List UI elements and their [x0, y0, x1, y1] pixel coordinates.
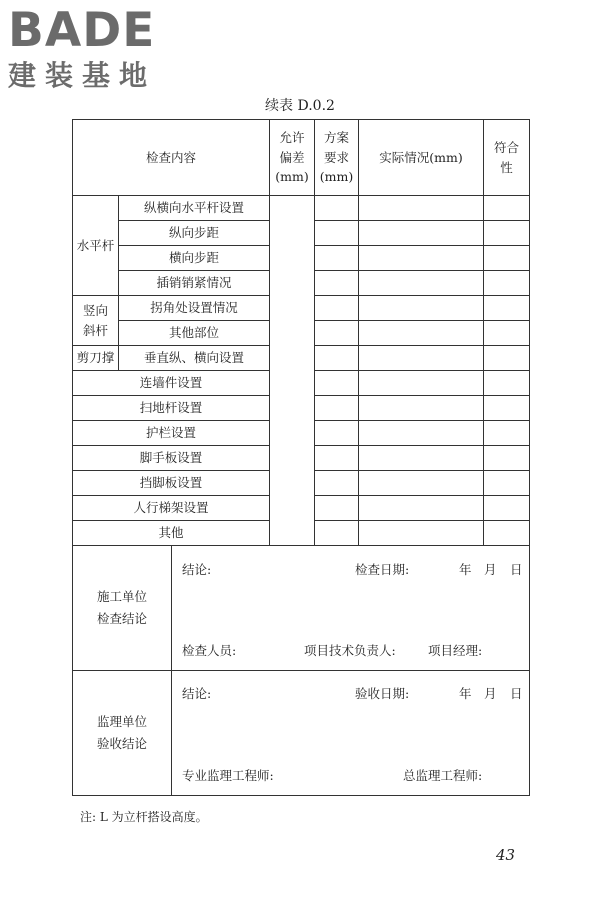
construction-year-label: 年: [459, 562, 472, 577]
item-row: 插销销紧情况: [119, 271, 270, 296]
construction-conclusion-label: 结论:: [182, 562, 212, 577]
actual-cell: [359, 496, 484, 521]
header-item: 检查内容: [73, 120, 270, 196]
design-cell: [270, 196, 315, 546]
construction-manager-label: 项目经理:: [428, 643, 483, 658]
design-cell: [315, 421, 359, 446]
design-cell: [315, 471, 359, 496]
header-design: 方案 要求 (mm): [315, 120, 359, 196]
table-title: 续表 D.0.2: [265, 98, 335, 114]
design-cell: [315, 271, 359, 296]
item-row: 横向步距: [119, 246, 270, 271]
supervision-conclusion-label: 结论:: [182, 686, 212, 701]
header-tolerance: 允许 偏差 (mm): [270, 120, 315, 196]
group-horizontal-bar: 水平杆: [73, 196, 119, 296]
construction-inspector-label: 检查人员:: [182, 643, 237, 658]
supervision-year-label: 年: [459, 686, 472, 701]
design-cell: [315, 196, 359, 221]
item-row: 纵横向水平杆设置: [119, 196, 270, 221]
conform-cell: [484, 271, 529, 296]
supervision-unit-label: 监理单位 验收结论: [73, 671, 172, 795]
design-cell: [315, 221, 359, 246]
design-cell: [315, 446, 359, 471]
item-row: 挡脚板设置: [73, 471, 270, 496]
conform-cell: [484, 196, 529, 221]
supervision-engineer-label: 专业监理工程师:: [182, 768, 274, 783]
conform-cell: [484, 396, 529, 421]
item-row: 扫地杆设置: [73, 396, 270, 421]
supervision-day-label: 日: [510, 686, 523, 701]
table-note: 注: L 为立杆搭设高度。: [80, 810, 208, 824]
item-row: 其他: [73, 521, 270, 546]
conform-cell: [484, 471, 529, 496]
actual-cell: [359, 421, 484, 446]
construction-unit-label: 施工单位 检查结论: [73, 546, 172, 671]
design-cell: [315, 496, 359, 521]
design-cell: [315, 521, 359, 546]
actual-cell: [359, 321, 484, 346]
item-row: 纵向步距: [119, 221, 270, 246]
item-row: 拐角处设置情况: [119, 296, 270, 321]
conform-cell: [484, 496, 529, 521]
actual-cell: [359, 296, 484, 321]
construction-month-label: 月: [484, 562, 497, 577]
actual-cell: [359, 221, 484, 246]
header-actual: 实际情况(mm): [359, 120, 484, 196]
item-row: 垂直纵、横向设置: [119, 346, 270, 371]
page-number: 43: [496, 846, 516, 864]
item-row: 其他部位: [119, 321, 270, 346]
construction-tech-lead-label: 项目技术负责人:: [304, 643, 396, 658]
item-row: 人行梯架设置: [73, 496, 270, 521]
conform-cell: [484, 421, 529, 446]
actual-cell: [359, 196, 484, 221]
supervision-chief-label: 总监理工程师:: [403, 768, 483, 783]
actual-cell: [359, 471, 484, 496]
item-row: 连墙件设置: [73, 371, 270, 396]
supervision-date-label: 验收日期:: [355, 686, 410, 701]
group-scissor-brace: 剪刀撑: [73, 346, 119, 371]
construction-day-label: 日: [510, 562, 523, 577]
conform-cell: [484, 446, 529, 471]
design-cell: [315, 246, 359, 271]
construction-date-label: 检查日期:: [355, 562, 410, 577]
actual-cell: [359, 521, 484, 546]
design-cell: [315, 296, 359, 321]
actual-cell: [359, 271, 484, 296]
conform-cell: [484, 371, 529, 396]
header-conform: 符合 性: [484, 120, 529, 196]
design-cell: [315, 371, 359, 396]
conform-cell: [484, 321, 529, 346]
inspection-table: [72, 119, 530, 796]
conform-cell: [484, 296, 529, 321]
logo-mark: BADE: [8, 3, 156, 58]
item-row: 脚手板设置: [73, 446, 270, 471]
actual-cell: [359, 446, 484, 471]
conform-cell: [484, 221, 529, 246]
design-cell: [315, 321, 359, 346]
logo-subtitle: 建装基地: [8, 59, 157, 92]
bade-logo: [8, 3, 157, 94]
actual-cell: [359, 371, 484, 396]
design-cell: [315, 396, 359, 421]
design-cell: [315, 346, 359, 371]
actual-cell: [359, 246, 484, 271]
group-vertical-diagonal: 竖向 斜杆: [73, 296, 119, 346]
actual-cell: [359, 346, 484, 371]
conform-cell: [484, 346, 529, 371]
conform-cell: [484, 246, 529, 271]
conform-cell: [484, 521, 529, 546]
supervision-month-label: 月: [484, 686, 497, 701]
item-row: 护栏设置: [73, 421, 270, 446]
actual-cell: [359, 396, 484, 421]
